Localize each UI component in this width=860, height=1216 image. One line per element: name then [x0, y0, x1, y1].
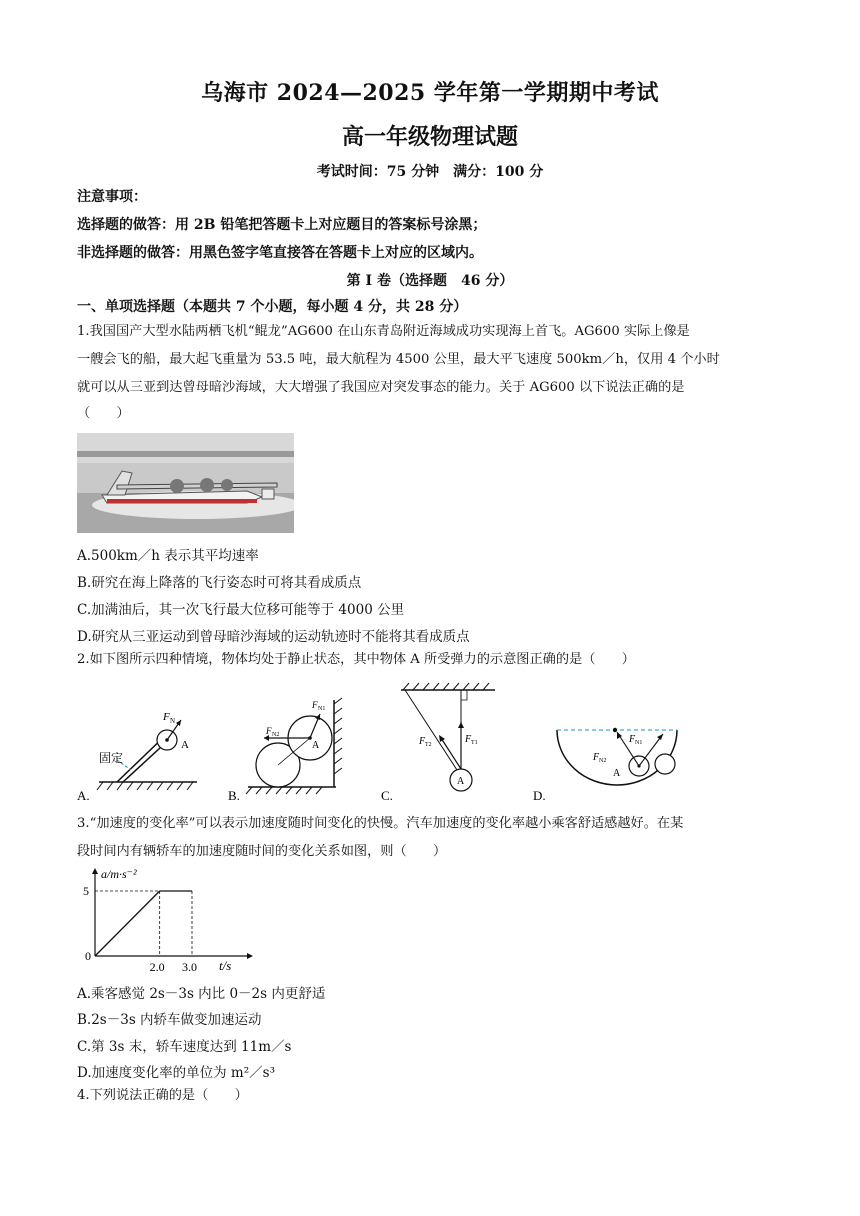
q1-option-c: C.加满油后，其一次飞行最大位移可能等于 4000 公里 — [77, 602, 405, 618]
notes-line2: 非选择题的做答：用黑色签字笔直接答在答题卡上对应的区域内。 — [77, 245, 483, 261]
q3-acceleration-chart — [77, 866, 267, 974]
notes-heading: 注意事项： — [77, 189, 147, 205]
q2-option-b-label: B. — [228, 788, 240, 803]
fn1-label-d: F — [629, 734, 636, 745]
q4-stem: 4.下列说法正确的是（ ） — [77, 1088, 248, 1103]
q3-line2: 段时间内有辆轿车的加速度随时间的变化关系如图，则（ ） — [77, 844, 447, 859]
object-a-label-d: A — [613, 768, 621, 779]
ft2-label: F — [419, 736, 426, 747]
ft2-sub: T2 — [425, 742, 432, 748]
y-axis-label: a/m·s⁻² — [101, 867, 137, 881]
q1-option-a: A.500km／h 表示其平均速率 — [77, 548, 259, 564]
q1-line3: 就可以从三亚到达曾母暗沙海域，大大增强了我国应对突发事态的能力。关于 AG600 以下说法正确的是 — [77, 380, 685, 395]
q2-diagram-d — [531, 690, 691, 805]
q3-option-a: A.乘客感觉 2s－3s 内比 0－2s 内更舒适 — [77, 986, 326, 1002]
part1-title: 第 I 卷（选择题 46 分） — [346, 273, 514, 289]
x-axis-label: t/s — [219, 958, 232, 973]
q1-line1: 1.我国国产大型水陆两栖飞机“鲲龙”AG600 在山东青岛附近海域成功实现海上首飞。AG600 实际上像是 — [77, 324, 690, 339]
ft1-label: F — [465, 734, 472, 745]
fn2-sub: N2 — [272, 732, 280, 738]
fn2-sub-d: N2 — [599, 758, 607, 764]
q1-line2: 一艘会飞的船，最大起飞重量为 53.5 吨，最大航程为 4500 公里，最大平飞速度 500km／h，仅用 4 个小时 — [77, 352, 720, 367]
q2-stem: 2.如下图所示四种情境，物体均处于静止状态，其中物体 A 所受弹力的示意图正确的是（ ） — [77, 652, 635, 667]
ft1-sub: T1 — [471, 740, 478, 746]
q1-bracket: （ ） — [77, 406, 130, 421]
q2-option-c-label: C. — [381, 788, 393, 803]
exam-title: 乌海市 2024—2025 学年第一学期期中考试 — [201, 80, 659, 106]
fn2-label-d: F — [593, 752, 600, 763]
q2-diagram-a — [77, 690, 217, 805]
seaplane-photo — [77, 433, 294, 533]
tick-x-2: 3.0 — [182, 960, 197, 974]
object-a-label: A — [181, 739, 189, 751]
fn-sub: N — [170, 717, 176, 725]
q2-diagram-b — [228, 690, 358, 805]
exam-info: 考试时间：75 分钟 满分：100 分 — [316, 164, 544, 180]
exam-subtitle: 高一年级物理试题 — [341, 124, 518, 150]
q2-option-a-label: A. — [77, 788, 90, 803]
fn1-sub-d: N1 — [635, 740, 643, 746]
q3-option-d: D.加速度变化率的单位为 m²／s³ — [77, 1065, 275, 1081]
section-title: 一、单项选择题（本题共 7 个小题，每小题 4 分，共 28 分） — [77, 299, 468, 315]
tick-y-0: 5 — [83, 884, 89, 898]
fn2-label: F — [266, 726, 272, 736]
q3-option-b: B.2s－3s 内轿车做变加速运动 — [77, 1012, 262, 1028]
tick-x-0: 0 — [85, 949, 91, 963]
q3-line1: 3.“加速度的变化率”可以表示加速度随时间变化的快慢。汽车加速度的变化率越小乘客舒适感越好。在某 — [77, 816, 684, 831]
series-segment-0 — [95, 891, 160, 956]
fn1-sub: N1 — [318, 706, 326, 712]
chart-axes — [92, 868, 253, 959]
q2-option-d-label: D. — [533, 788, 546, 803]
tick-x-1: 2.0 — [149, 960, 165, 974]
q1-option-d: D.研究从三亚运动到曾母暗沙海域的运动轨迹时不能将其看成质点 — [77, 629, 470, 645]
object-a-label-b: A — [312, 740, 320, 751]
fn1-label: F — [312, 700, 318, 710]
fn-label: F — [163, 711, 170, 723]
fixed-label: 固定 — [99, 751, 124, 765]
notes-line1: 选择题的做答：用 2B 铅笔把答题卡上对应题目的答案标号涂黑； — [77, 217, 487, 233]
object-a-label-c: A — [457, 776, 465, 787]
q2-diagram-c — [381, 682, 511, 805]
q3-option-c: C.第 3s 末，轿车速度达到 11m／s — [77, 1039, 292, 1055]
q1-option-b: B.研究在海上降落的飞行姿态时可将其看成质点 — [77, 575, 362, 591]
